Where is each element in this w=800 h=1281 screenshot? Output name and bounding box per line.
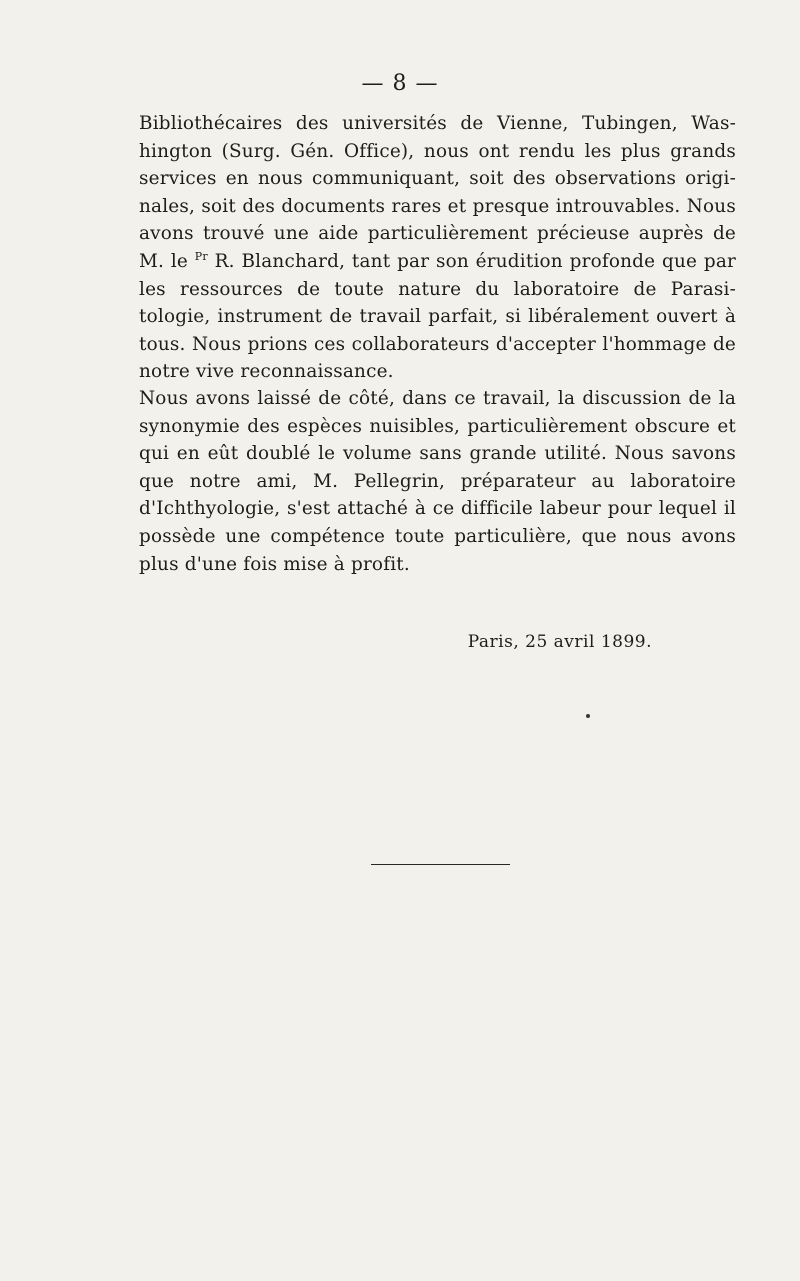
text-line: à tous. Nous prions ces collaborateurs d'accepter l'hommage [139, 306, 736, 355]
paragraph-synonymy: Nous avons laissé de côté, dans ce travail, la discussion de la synonymie des espèces nuisibles, particulièrement obscure et qui en eût doublé le volume sans grande utilité. Nous savons que notre ami, M. Pellegrin, préparateur au laboratoire d'Ichthyologie, s'est attaché à ce difficile labeur pour lequel il possède une compétence toute particulière, que nous avons plus d'une fois mise à profit. [139, 388, 736, 575]
text-line: M. le [139, 250, 195, 272]
text-line: tologie, instrument de travail parfait, si libéralement ouvert [139, 306, 718, 328]
text-line: nales, soit des documents rares et presque introuvables. Nous [139, 195, 736, 217]
dateline: Paris, 25 avril 1899. [467, 632, 652, 652]
text-line: Bibliothécaires des universités de Vienne, Tubingen, Was- [139, 113, 736, 134]
text-line: R. Blanchard, tant par son érudition profonde que [207, 250, 698, 272]
paragraph-acknowledgements [139, 110, 736, 386]
closing-rule [371, 864, 510, 865]
ink-speck [586, 714, 590, 718]
text-line: services en nous communiquant, soit des observations origi- [139, 168, 736, 190]
page-number: — 8 — [361, 71, 439, 96]
text-line: avons trouvé une aide particulièrement précieuse auprès de [139, 223, 736, 245]
superscript-abbrev: Pr [194, 249, 208, 263]
text-line: par les ressources de toute nature du laboratoire de Parasi- [139, 250, 736, 300]
text-line: hington (Surg. Gén. Office), nous ont rendu les plus grands [139, 140, 736, 162]
text-line: de notre vive reconnaissance. [139, 333, 737, 383]
